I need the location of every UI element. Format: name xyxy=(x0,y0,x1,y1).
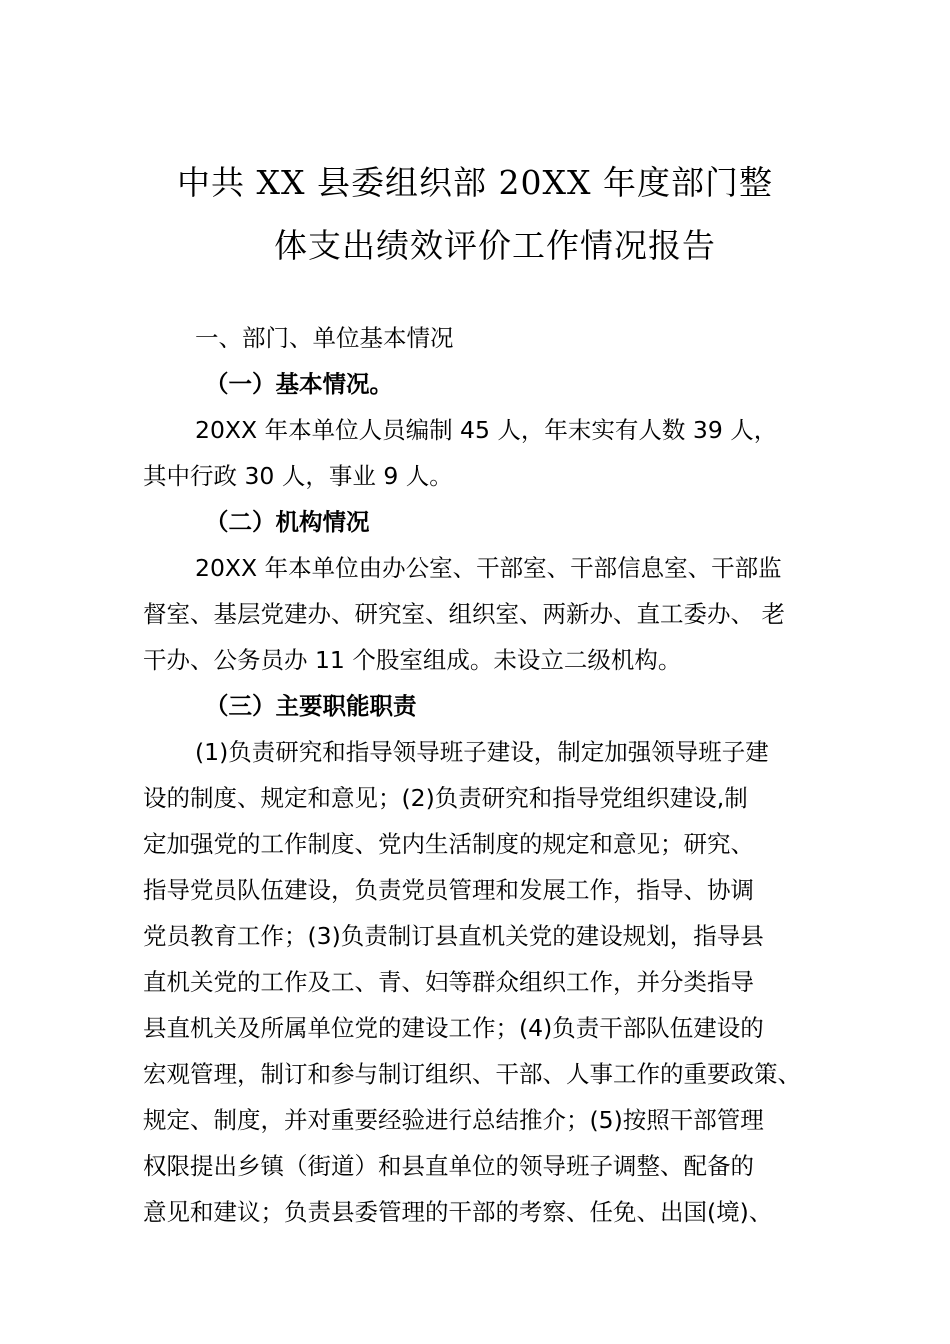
paragraph-line: 权限提出乡镇（街道）和县直单位的领导班子调整、配备的 xyxy=(143,1152,754,1180)
paragraph-line: 干办、公务员办 11 个股室组成。未设立二级机构。 xyxy=(143,646,682,674)
paragraph-line: 指导党员队伍建设，负责党员管理和发展工作，指导、协调 xyxy=(143,876,754,904)
paragraph-line: 设的制度、规定和意见；(2)负责研究和指导党组织建设,制 xyxy=(143,784,748,812)
paragraph-line: 20XX 年本单位由办公室、干部室、干部信息室、干部监 xyxy=(195,554,782,582)
report-title-line-2: 体支出绩效评价工作情况报告 xyxy=(274,226,716,265)
paragraph-line: 宏观管理，制订和参与制订组织、干部、人事工作的重要政策、 xyxy=(143,1060,801,1088)
report-title-line-1: 中共 XX 县委组织部 20XX 年度部门整 xyxy=(177,163,773,202)
paragraph-line: 督室、基层党建办、研究室、组织室、两新办、直工委办、 老 xyxy=(143,600,785,628)
paragraph-line: 意见和建议；负责县委管理的干部的考察、任免、出国(境)、 xyxy=(143,1198,773,1226)
paragraph-line: 县直机关及所属单位党的建设工作；(4)负责干部队伍建设的 xyxy=(143,1014,764,1042)
subsection-heading-basic: （一）基本情况。 xyxy=(205,370,393,398)
paragraph-line: 规定、制度，并对重要经验进行总结推介；(5)按照干部管理 xyxy=(143,1106,764,1134)
paragraph-line: 党员教育工作；(3)负责制订县直机关党的建设规划，指导县 xyxy=(143,922,764,950)
paragraph-line: 直机关党的工作及工、青、妇等群众组织工作，并分类指导 xyxy=(143,968,754,996)
section-heading: 一、部门、单位基本情况 xyxy=(195,324,454,352)
subsection-heading-org: （二）机构情况 xyxy=(205,508,370,536)
paragraph-line: 定加强党的工作制度、党内生活制度的规定和意见；研究、 xyxy=(143,830,754,858)
paragraph-line: (1)负责研究和指导领导班子建设，制定加强领导班子建 xyxy=(195,738,769,766)
subsection-heading-duties: （三）主要职能职责 xyxy=(205,692,417,720)
paragraph-line: 20XX 年本单位人员编制 45 人，年末实有人数 39 人， xyxy=(195,416,778,444)
paragraph-line: 其中行政 30 人，事业 9 人。 xyxy=(143,462,453,490)
